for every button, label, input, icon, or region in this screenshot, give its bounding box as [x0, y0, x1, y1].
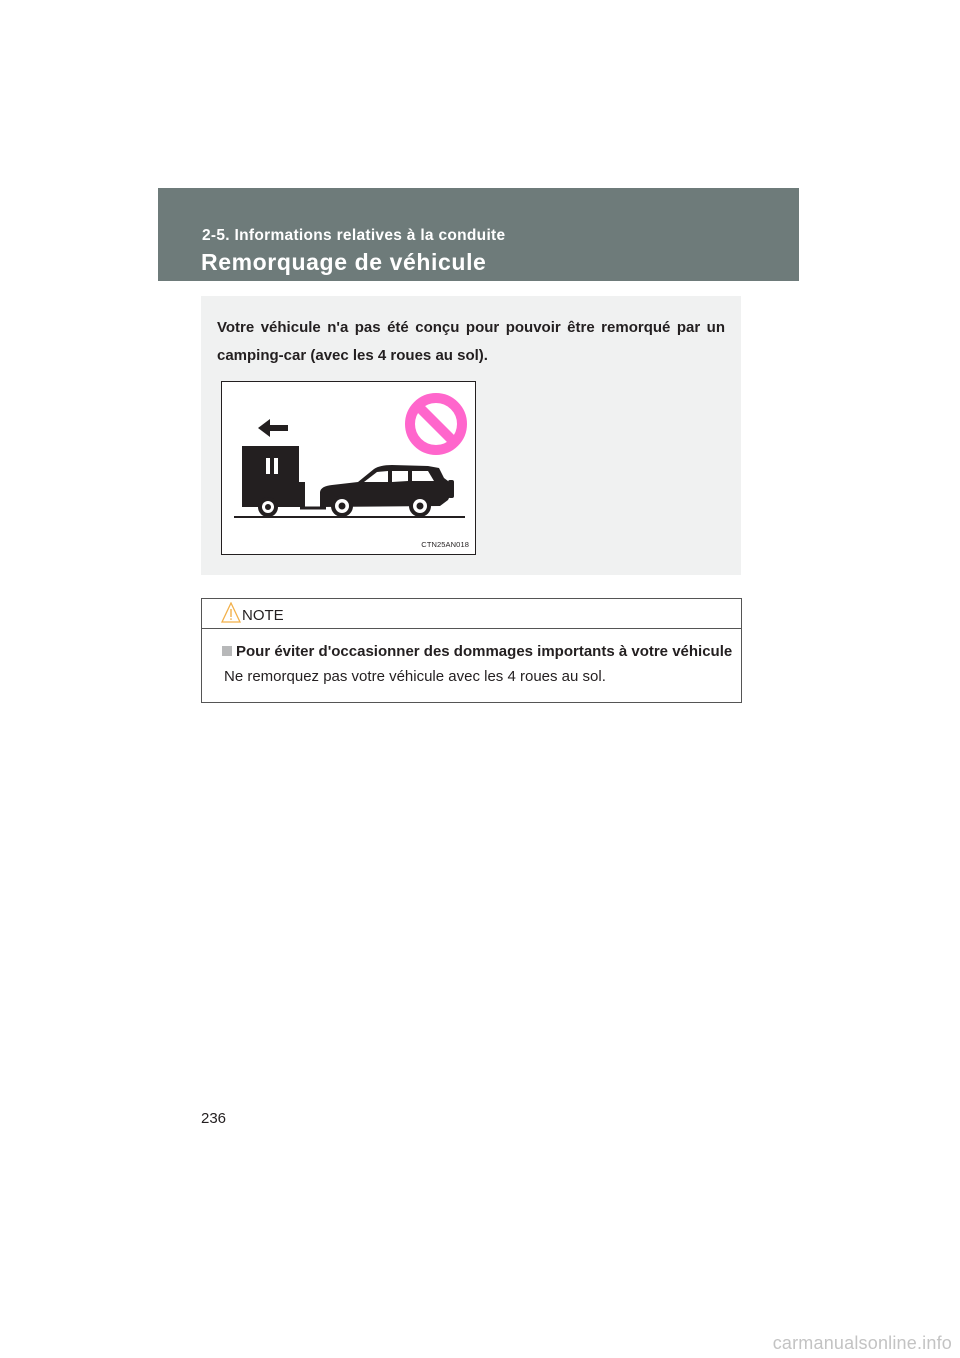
note-body: Ne remorquez pas votre véhicule avec les 4 roues au sol. [224, 668, 606, 685]
motorhome-towing-car-prohibited-illustration [222, 382, 477, 556]
note-title: NOTE [242, 607, 284, 624]
note-heading [222, 643, 732, 660]
note-box [201, 598, 742, 703]
page-title: Remorquage de véhicule [201, 249, 487, 275]
watermark: carmanualsonline.info [772, 1333, 952, 1353]
prohibited-icon [410, 398, 462, 450]
arrow-left-icon [258, 419, 288, 437]
towing-illustration [221, 381, 476, 555]
square-bullet-icon [222, 646, 232, 656]
intro-text: Votre véhicule n'a pas été conçu pour pouvoir être remorqué par un camping-car (avec les 4 roues au sol). [217, 319, 725, 364]
page-number: 236 [201, 1110, 227, 1127]
note-heading-text: Pour éviter d'occasionner des dommages importants à votre véhicule [236, 643, 733, 660]
note-header [202, 599, 741, 629]
figure-code: CTN25AN018 [421, 540, 469, 549]
warning-triangle-icon [221, 602, 241, 624]
section-label: 2-5. Informations relatives à la conduite [202, 227, 506, 244]
